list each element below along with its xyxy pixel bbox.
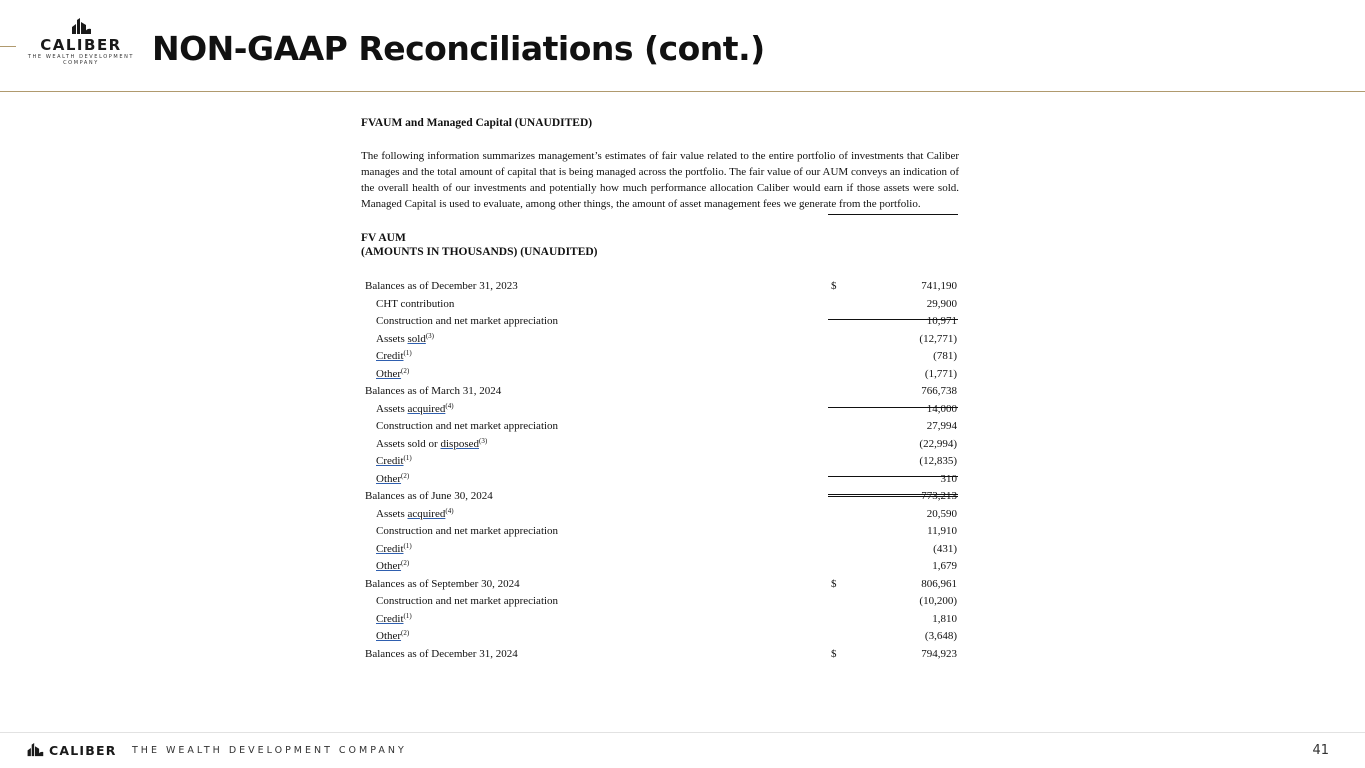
table-row — [361, 418, 959, 436]
table-row — [361, 296, 959, 314]
row-label: Balances as of September 30, 2024 — [365, 577, 520, 590]
row-value: 1,810 — [932, 612, 957, 625]
footnote-ref: (2) — [401, 559, 410, 567]
footnoted-term: Other — [376, 560, 402, 572]
row-label — [376, 453, 412, 471]
row-value: 1,679 — [932, 560, 957, 572]
footnote-ref: (2) — [401, 629, 410, 637]
section-paragraph: The following information summarizes management’s estimates of fair value related to the entire portfolio of investments that Caliber manages and the total amount of capital that is being managed across the portfolio. The fair value of our AUM conveys an indication of the overall health of our investments and potentially how much performance allocation Caliber would earn if those assets were sold. Managed Capital is used to evaluate, among other things, the amount of asset management fees we generate from the portfolio. — [361, 150, 959, 210]
footnote-ref: (1) — [403, 349, 412, 357]
footnote-ref: (1) — [403, 454, 412, 462]
table-row — [361, 541, 959, 559]
row-value: (1,771) — [924, 367, 957, 380]
footnote-ref: (1) — [403, 611, 412, 620]
table-row — [361, 436, 959, 454]
row-label: Assets acquired$^{(4)}$ — [376, 401, 454, 415]
row-label: Balances as of December 31, 2023 — [365, 280, 518, 292]
footnoted-term: disposed — [440, 437, 479, 450]
row-label — [376, 558, 409, 576]
table-row — [361, 506, 959, 524]
row-value: (12,771) — [919, 332, 957, 345]
footnote-ref: (1) — [403, 541, 412, 550]
footer-divider — [0, 732, 1365, 733]
row-value: 27,994 — [926, 420, 957, 432]
table-row — [361, 453, 959, 471]
table-row — [361, 471, 959, 489]
footnoted-term: Credit — [376, 612, 404, 625]
row-value: 10,971 — [926, 315, 957, 327]
row-value: 741,190 — [921, 280, 957, 292]
footnoted-term: Credit — [376, 350, 404, 362]
row-value: (12,835) — [919, 455, 957, 467]
building-icon — [25, 743, 45, 757]
row-label — [376, 471, 409, 489]
footnote-ref: (4) — [445, 506, 454, 515]
row-value: (781) — [933, 350, 957, 362]
row-value: 773,213 — [921, 490, 957, 502]
row-label: Balances as of June 30, 2024 — [365, 490, 493, 502]
table-row — [361, 611, 959, 629]
row-value: 310 — [940, 472, 957, 485]
footnote-ref: (3) — [478, 436, 488, 445]
logo-tagline-company: COMPANY — [63, 60, 99, 66]
footer-tagline: THE WEALTH DEVELOPMENT COMPANY — [132, 745, 407, 756]
subtotal-rule — [828, 214, 958, 215]
row-value: (431) — [933, 542, 957, 555]
accent-tick — [0, 46, 16, 47]
currency-symbol: $ — [831, 280, 837, 292]
footnote-ref: (2) — [401, 366, 410, 375]
table-row — [361, 576, 959, 594]
footnoted-term: Other — [376, 630, 402, 642]
table-row — [361, 593, 959, 611]
table-row — [361, 523, 959, 541]
table-row — [361, 646, 959, 664]
row-value: 806,961 — [921, 577, 957, 590]
row-value: 794,923 — [921, 647, 957, 660]
building-icon — [70, 18, 92, 35]
table-row — [361, 331, 959, 349]
table-row — [361, 558, 959, 576]
footnoted-term: Credit — [376, 455, 404, 467]
row-value: (22,994) — [919, 437, 957, 450]
row-label: Construction and net market appreciation — [376, 525, 559, 537]
row-label: Construction and net market appreciation — [376, 595, 559, 607]
footnoted-term: acquired — [407, 402, 446, 415]
footnoted-term: Credit — [376, 542, 404, 555]
logo-tagline: THE WEALTH DEVELOPMENT — [27, 54, 135, 60]
row-value: 14,000 — [926, 402, 957, 415]
row-label — [376, 628, 409, 646]
row-label — [376, 348, 412, 366]
header-divider — [0, 91, 1365, 92]
page-number: 41 — [1312, 743, 1329, 758]
row-label: Construction and net market appreciation — [376, 315, 559, 327]
row-value: 20,590 — [926, 507, 957, 520]
table-row — [361, 366, 959, 384]
footnoted-term: Other — [376, 367, 402, 380]
table-row — [361, 401, 959, 419]
table-row — [361, 488, 959, 506]
row-label — [376, 611, 412, 629]
row-label — [376, 366, 409, 384]
table-row — [361, 348, 959, 366]
currency-symbol: $ — [831, 647, 837, 660]
currency-symbol: $ — [831, 577, 837, 590]
footer-brand: CALIBER — [49, 743, 117, 758]
footnoted-term: sold — [407, 332, 426, 345]
footnote-ref: (4) — [445, 401, 454, 410]
table-row — [361, 313, 959, 331]
section-heading: FVAUM and Managed Capital (UNAUDITED) — [361, 117, 593, 129]
row-label: Balances as of March 31, 2024 — [365, 385, 502, 397]
caliber-logo — [22, 18, 140, 66]
table-row — [361, 278, 959, 296]
footnoted-term: Other — [376, 472, 402, 485]
row-value: 29,900 — [926, 297, 957, 310]
footnoted-term: acquired — [407, 507, 446, 520]
table-title: FV AUM — [361, 232, 406, 244]
row-label: Balances as of December 31, 2024 — [365, 647, 518, 660]
page-title: NON-GAAP Reconciliations (cont.) — [152, 29, 765, 68]
row-label: Assets acquired$^{(4)}$ — [376, 506, 454, 520]
row-value: (10,200) — [919, 595, 957, 607]
row-label: CHT contribution — [376, 297, 455, 310]
table-row — [361, 628, 959, 646]
row-label: Construction and net market appreciation — [376, 420, 559, 432]
document-excerpt — [361, 110, 959, 663]
fv-aum-table — [361, 278, 959, 663]
footnote-ref: (3) — [425, 331, 434, 340]
row-value: 766,738 — [921, 385, 957, 397]
logo-wordmark: CALIBER — [40, 36, 122, 54]
row-label: Assets sold$^{(3)}$ — [376, 331, 434, 345]
footnote-ref: (2) — [401, 471, 410, 480]
row-label: Assets sold or disposed$^{(3)}$ — [376, 436, 488, 450]
row-label — [376, 541, 412, 559]
table-row — [361, 383, 959, 401]
table-subtitle: (AMOUNTS IN THOUSANDS) (UNAUDITED) — [361, 246, 598, 258]
row-value: (3,648) — [924, 630, 957, 642]
row-value: 11,910 — [927, 525, 957, 537]
